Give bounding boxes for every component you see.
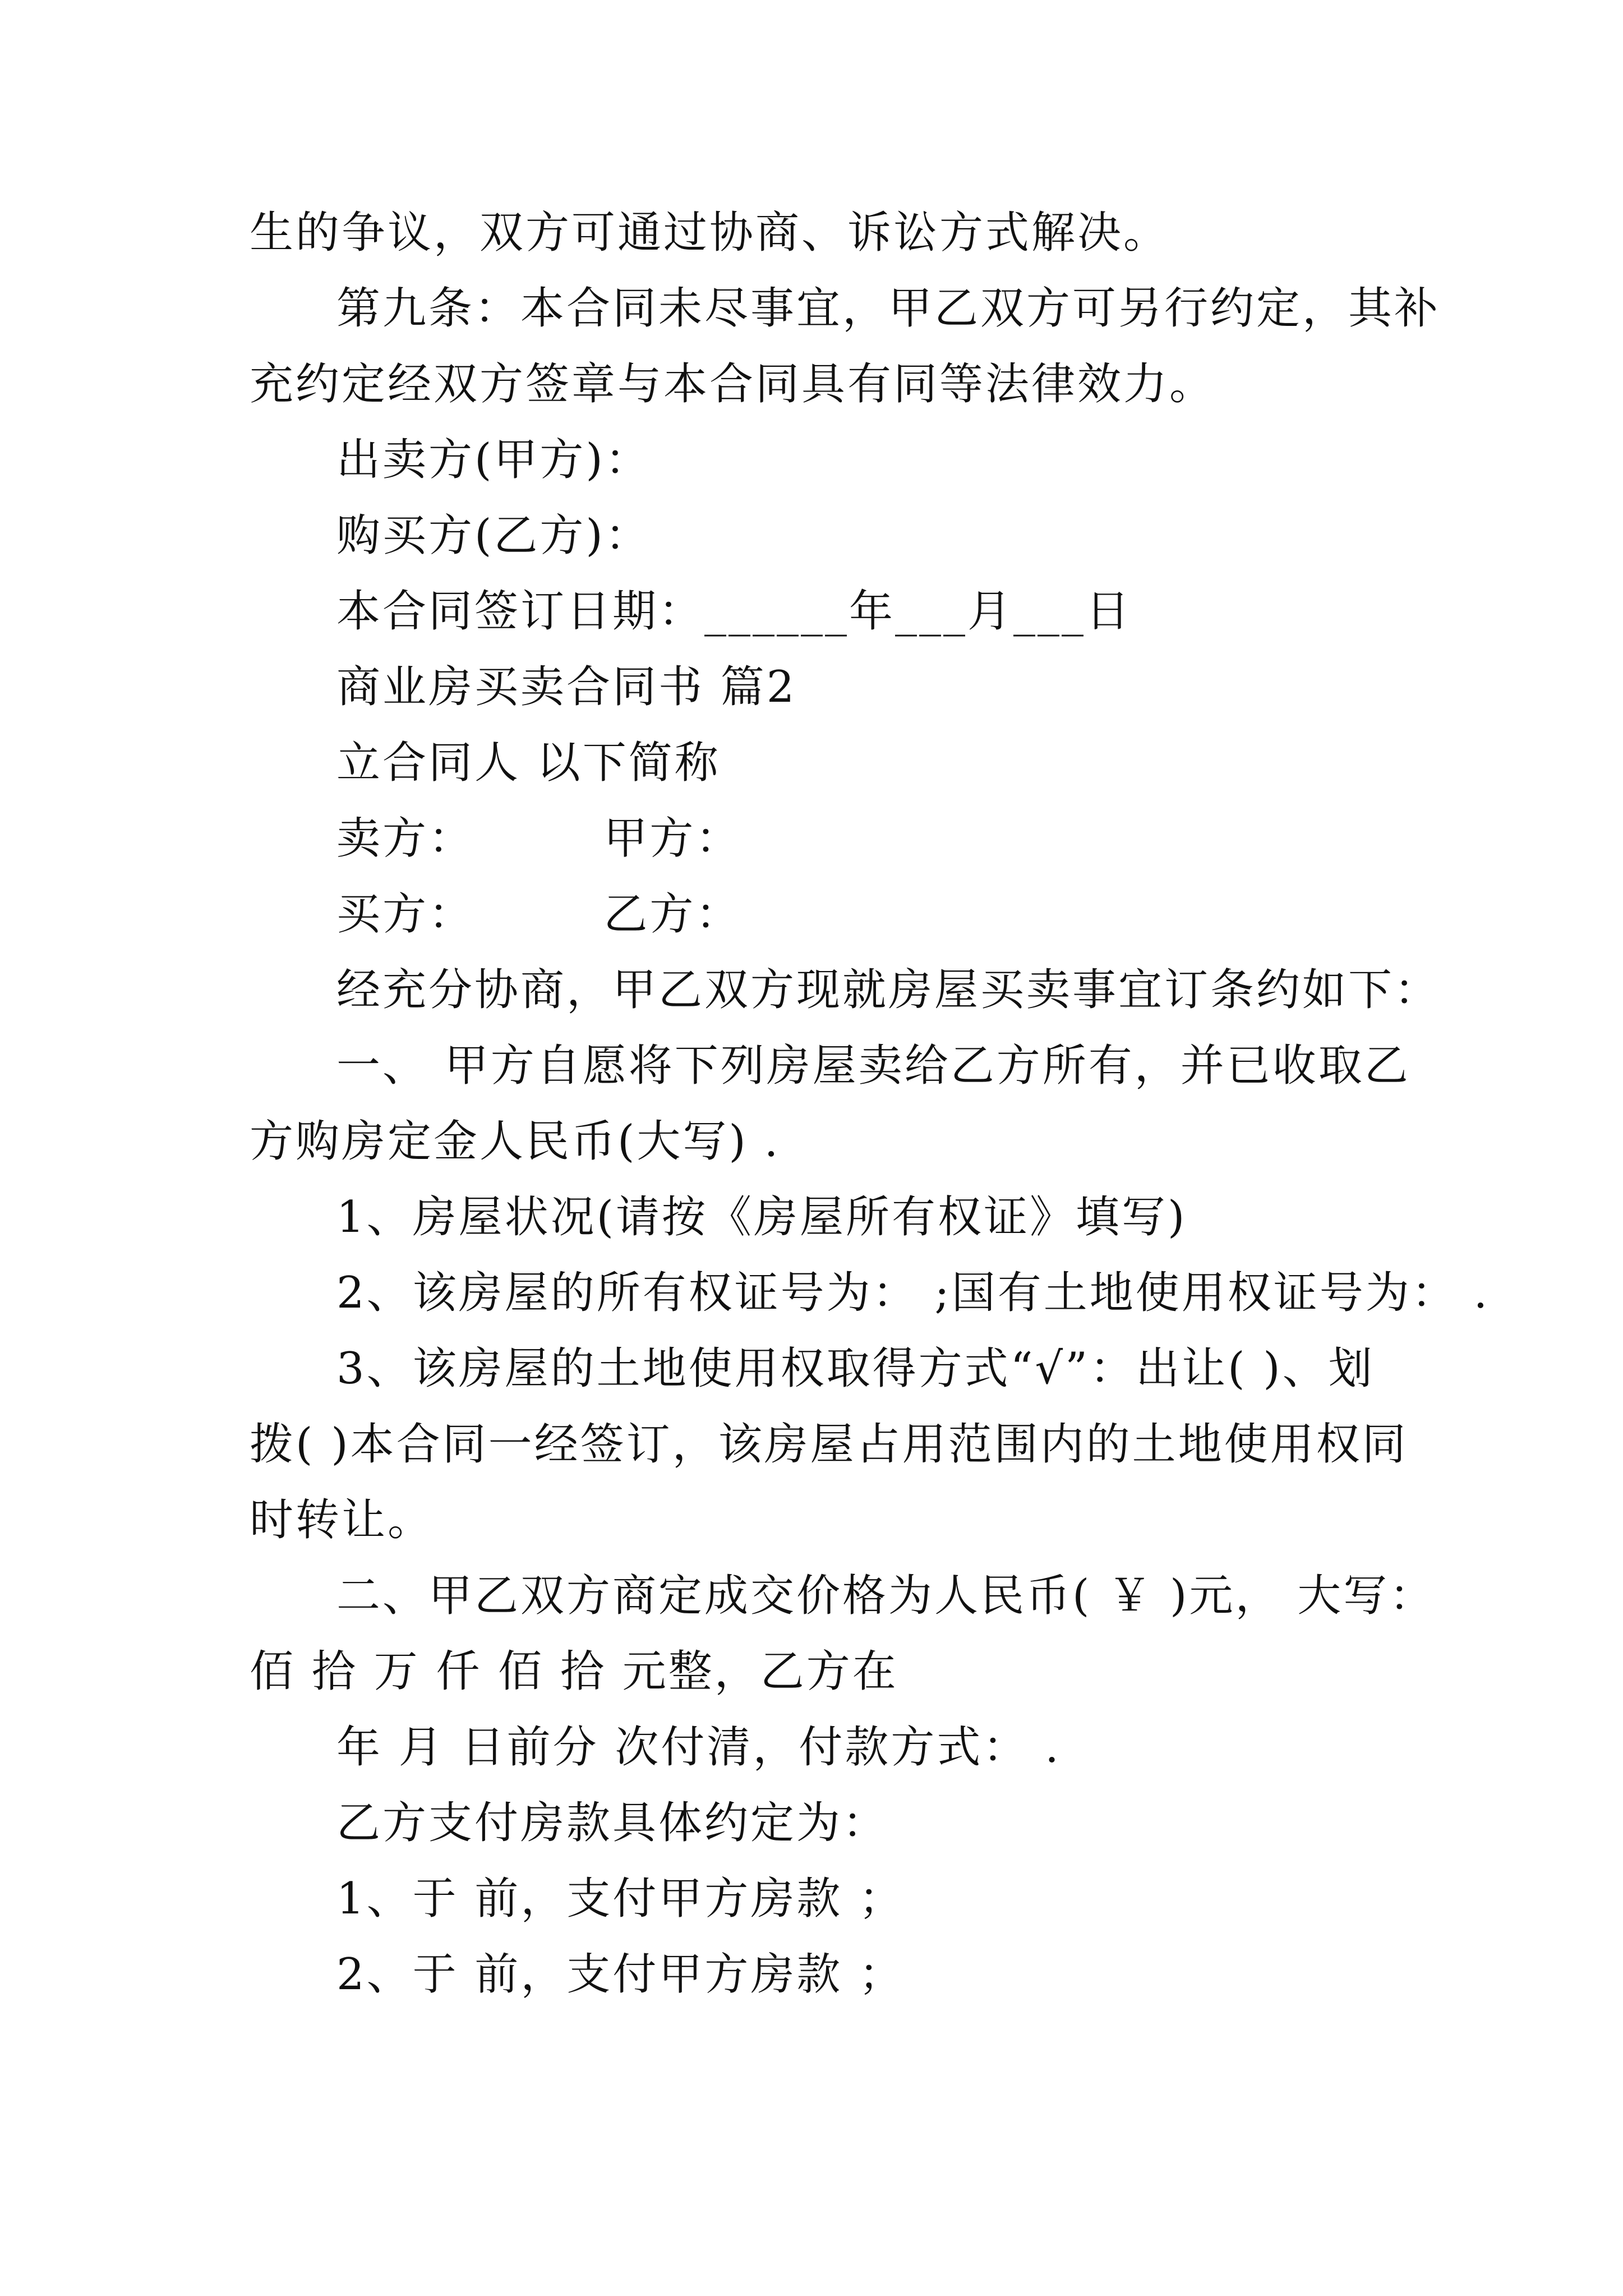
text-line: 2、于 前，支付甲方房款 ；: [336, 1949, 905, 2000]
text-line: 2、该房屋的所有权证号为： ;国有土地使用权证号为： .: [336, 1268, 1490, 1318]
text-line: 年 月 日前分 次付清，付款方式： .: [336, 1722, 1061, 1773]
text-line: 充约定经双方签章与本合同具有同等法律效力。: [250, 359, 1216, 409]
text-line: 佰 拾 万 仟 佰 拾 元整，乙方在: [250, 1646, 898, 1697]
text-line: 本合同签订日期：______年___月___日: [336, 586, 1132, 637]
text-line: 3、该房屋的土地使用权取得方式“√”：出让( )、划: [336, 1343, 1375, 1394]
section-heading: 商业房买卖合同书 篇2: [336, 662, 797, 712]
text-line: 时转让。: [250, 1495, 434, 1545]
text-line: 一、 甲方自愿将下列房屋卖给乙方所有，并已收取乙: [336, 1041, 1410, 1091]
text-line: 第九条：本合同未尽事宜，甲乙双方可另行约定，其补: [336, 283, 1441, 334]
text-line: 乙方支付房款具体约定为：: [336, 1798, 889, 1848]
text-line: 方购房定金人民币(大写) .: [250, 1116, 781, 1167]
text-line: 出卖方(甲方)：: [336, 435, 651, 485]
text-line: 卖方： 甲方：: [336, 813, 742, 864]
text-line: 经充分协商，甲乙双方现就房屋买卖事宜订条约如下：: [336, 965, 1441, 1015]
text-line: 立合同人 以下简称: [336, 738, 721, 788]
text-line: 购买方(乙方)：: [336, 510, 651, 561]
text-line: 生的争议，双方可通过协商、诉讼方式解决。: [250, 208, 1170, 258]
text-line: 1、房屋状况(请按《房屋所有权证》填写): [336, 1192, 1187, 1243]
text-line: 拨( )本合同一经签订，该房屋占用范围内的土地使用权同: [250, 1419, 1408, 1470]
text-line: 二、甲乙双方商定成交价格为人民币( ￥ )元， 大写：: [336, 1571, 1436, 1621]
text-line: 买方： 乙方：: [336, 889, 742, 940]
text-line: 1、于 前，支付甲方房款 ；: [336, 1874, 905, 1924]
